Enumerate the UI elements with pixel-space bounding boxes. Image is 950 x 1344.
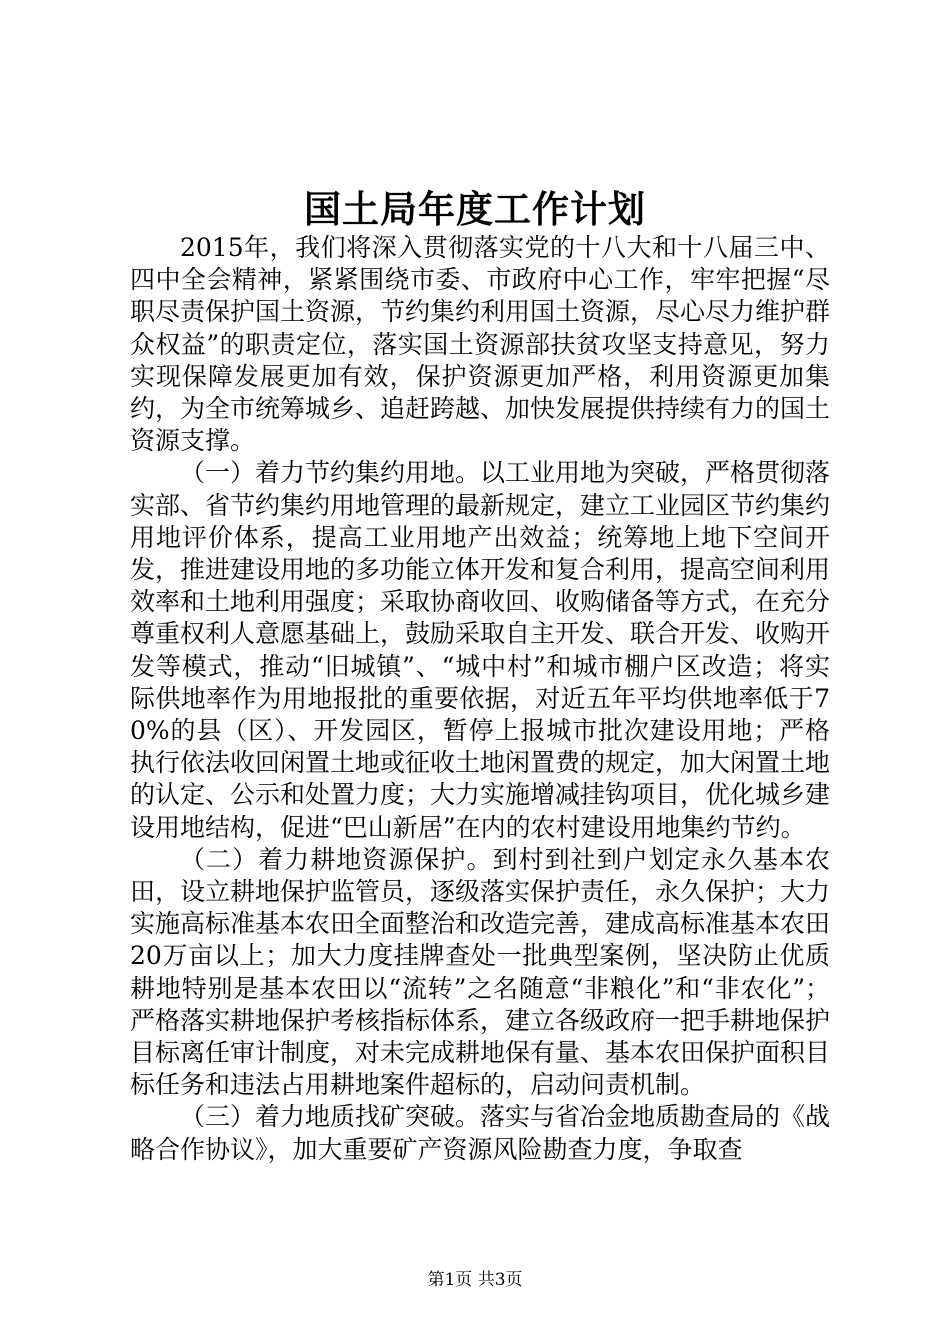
- section-2-paragraph: （二）着力耕地资源保护。到村到社到户划定永久基本农田，设立耕地保护监管员，逐级落实保护责任，永久保护；大力实施高标准基本农田全面整治和改造完善，建成高标准基本农田20万亩以上；加大力度挂牌查处一批典型案例，坚决防止优质耕地特别是基本农田以“流转”之名随意“非粮化”和“非农化”；严格落实耕地保护考核指标体系，建立各级政府一把手耕地保护目标离任审计制度，对未完成耕地保有量、基本农田保护面积目标任务和违法占用耕地案件超标的，启动问责机制。: [130, 844, 831, 1100]
- document-body: [130, 232, 830, 1166]
- intro-paragraph: 2015年，我们将深入贯彻落实党的十八大和十八届三中、四中全会精神，紧紧围绕市委、市政府中心工作，牢牢把握“尽职尽责保护国土资源，节约集约利用国土资源，尽心尽力维护群众权益”的职责定位，落实国土资源部扶贫攻坚支持意见，努力实现保障发展更加有效，保护资源更加严格，利用资源更加集约，为全市统筹城乡、追赶跨越、加快发展提供持续有力的国土资源支撑。: [130, 233, 831, 456]
- document-title: 国土局年度工作计划: [304, 187, 646, 231]
- section-3-paragraph: （三）着力地质找矿突破。落实与省冶金地质勘查局的《战略合作协议》，加大重要矿产资源风险勘查力度，争取查: [130, 1102, 831, 1164]
- section-1-paragraph: （一）着力节约集约用地。以工业用地为突破，严格贯彻落实部、省节约集约用地管理的最新规定，建立工业园区节约集约用地评价体系，提高工业用地产出效益；统筹地上地下空间开发，推进建设用地的多功能立体开发和复合利用，提高空间利用效率和土地利用强度；采取协商收回、收购储备等方式，在充分尊重权利人意愿基础上，鼓励采取自主开发、联合开发、收购开发等模式，推动“旧城镇”、“城中村”和城市棚户区改造；将实际供地率作为用地报批的重要依据，对近五年平均供地率低于70%的县（区）、开发园区，暂停上报城市批次建设用地；严格执行依法收回闲置土地或征收土地闲置费的规定，加大闲置土地的认定、公示和处置力度；大力实施增减挂钩项目，优化城乡建设用地结构，促进“巴山新居”在内的农村建设用地集约节约。: [130, 458, 831, 842]
- page-number-footer: 第1页 共3页: [427, 1270, 523, 1290]
